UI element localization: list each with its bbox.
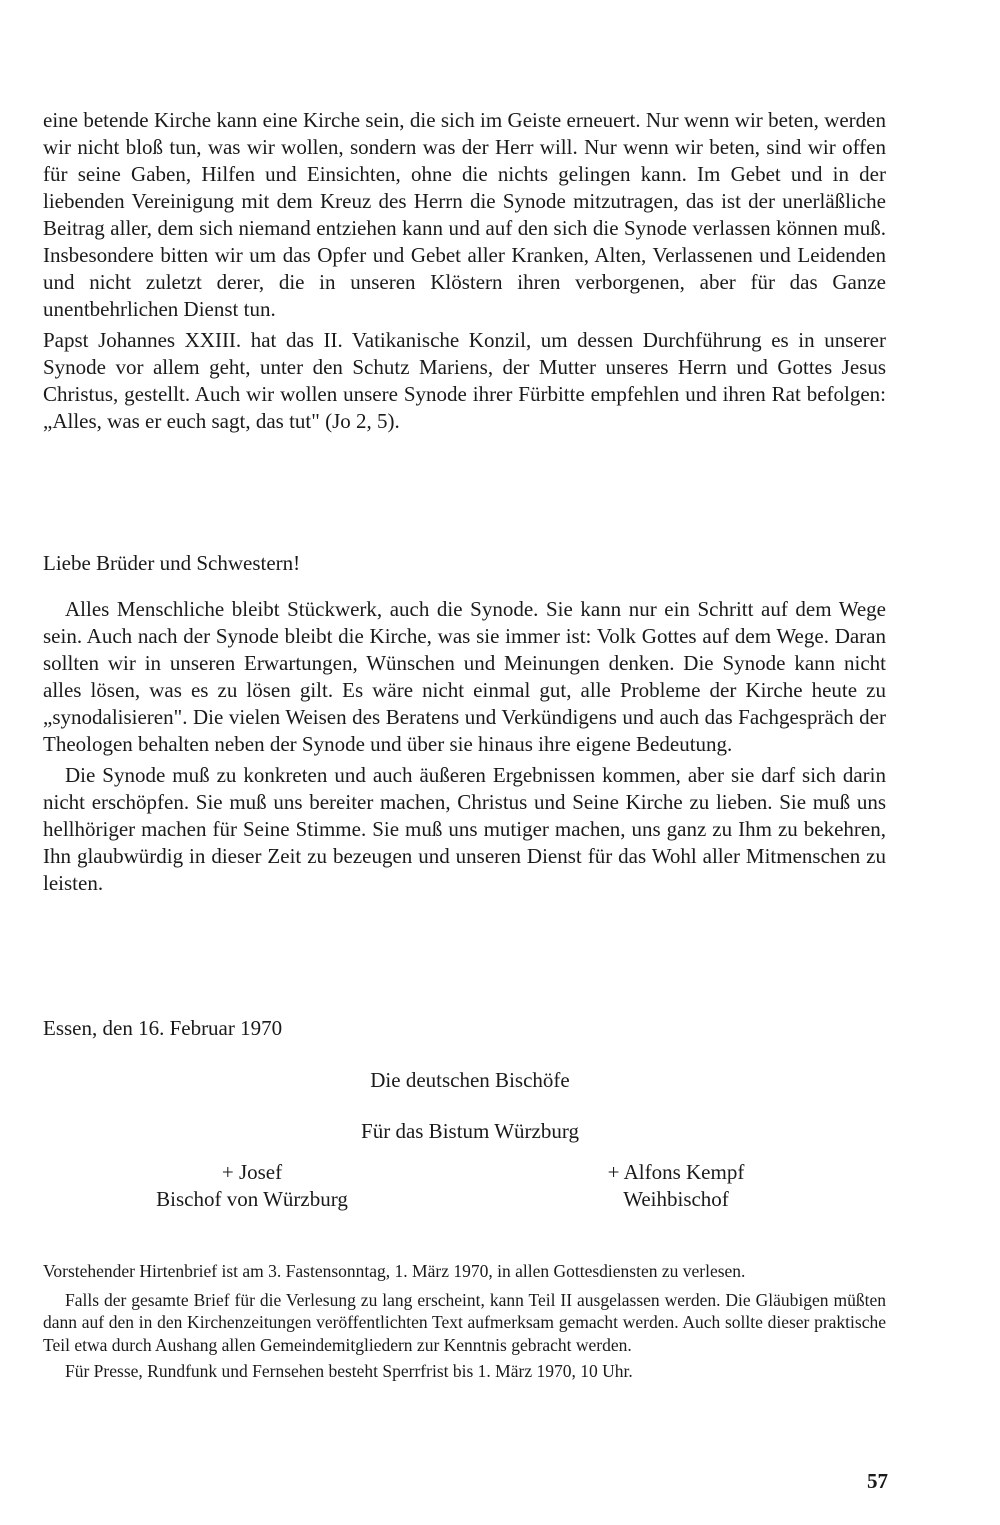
signature-name: + Alfons Kempf: [607, 1160, 745, 1184]
note-shortening: Falls der gesamte Brief für die Verlesung zu lang erscheint, kann Teil II ausgelassen werden. Die Gläubigen müßten dann auf den in den Kirchenzeitungen veröffentlichten Text aufmerksam gemacht werden. Auch sollte dieser praktische Teil etwa durch Aushang allen Gemeindemitgliedern zur Kenntnis gebracht werden.: [43, 1289, 886, 1355]
signature-title: Bischof von Würzburg: [156, 1187, 348, 1211]
place-date-block: [43, 1015, 886, 1042]
signature-title: Weihbischof: [623, 1187, 729, 1211]
main-section: [43, 596, 886, 897]
salutation-block: [43, 550, 886, 577]
page-number: 57: [867, 1469, 888, 1493]
paragraph-mary: Papst Johannes XXIII. hat das II. Vatikanische Konzil, um dessen Durchführung es in unserer Synode vor allem geht, unter den Schutz Mariens, der Mutter unseres Herrn und Gottes Jesus Christus, gestellt. Auch wir wollen unsere Synode ihrer Fürbitte empfehlen und ihren Rat befolgen: „Alles, was er euch sagt, das tut" (Jo 2, 5).: [43, 328, 886, 433]
note-embargo: Für Presse, Rundfunk und Fernsehen besteht Sperrfrist bis 1. März 1970, 10 Uhr.: [65, 1361, 633, 1381]
paragraph-results: Die Synode muß zu konkreten und auch äußeren Ergebnissen kommen, aber sie darf sich darin nicht erschöpfen. Sie muß uns bereiter machen, Christus und Seine Kirche zu lieben. Sie muß uns hellhöriger machen für Seine Stimme. Sie muß uns mutiger machen, uns ganz zu Ihm zu bekehren, Ihn glaubwürdig in dieser Zeit zu bezeugen und unseren Dienst für das Wohl aller Mitmenschen zu leisten.: [43, 763, 886, 895]
note-reading: Vorstehender Hirtenbrief ist am 3. Fastensonntag, 1. März 1970, in allen Gottesdiensten zu verlesen.: [43, 1261, 746, 1281]
diocese-heading: Für das Bistum Würzburg: [361, 1119, 579, 1143]
salutation: Liebe Brüder und Schwestern!: [43, 551, 301, 575]
signers-heading: Die deutschen Bischöfe: [370, 1068, 570, 1092]
paragraph-prayer: eine betende Kirche kann eine Kirche sein, die sich im Geiste erneuert. Nur wenn wir beten, werden wir nicht bloß tun, was wir wollen, sondern was der Herr will. Nur wenn wir beten, sind wir offen für seine Gaben, Hilfen und Einsichten, ohne die nichts gelingen kann. Im Gebet und in der liebenden Vereinigung mit dem Kreuz des Herrn die Synode mitzutragen, das ist der unerläßliche Beitrag aller, dem sich niemand entziehen kann und auf den sich die Synode verlassen können muß. Insbesondere bitten wir um das Opfer und Gebet aller Kranken, Alten, Verlassenen und Leidenden und nicht zuletzt derer, die in unseren Klöstern ihren verborgenen, aber für das Ganze unentbehrlichen Dienst tun.: [43, 108, 886, 321]
signature-josef: [92, 1159, 412, 1213]
paragraph-fragment: Alles Menschliche bleibt Stückwerk, auch die Synode. Sie kann nur ein Schritt auf dem Wege sein. Auch nach der Synode bleibt die Kirche, was sie immer ist: Volk Gottes auf dem Wege. Daran sollten wir in unseren Erwartungen, Wünschen und Meinungen denken. Die Synode kann nicht alles lösen, was es zu lösen gilt. Es wäre nicht einmal gut, alle Probleme der Kirche heute zu „synodalisieren". Die vielen Weisen des Beratens und Verkündigens und auch das Fachgespräch der Theologen behalten neben der Synode und über sie hinaus ihre eigene Bedeutung.: [43, 597, 886, 756]
place-date: Essen, den 16. Februar 1970: [43, 1016, 283, 1040]
signature-name: + Josef: [221, 1160, 283, 1184]
opening-section: [43, 107, 886, 435]
signature-kempf: [516, 1159, 836, 1213]
notes-section: [43, 1260, 886, 1383]
